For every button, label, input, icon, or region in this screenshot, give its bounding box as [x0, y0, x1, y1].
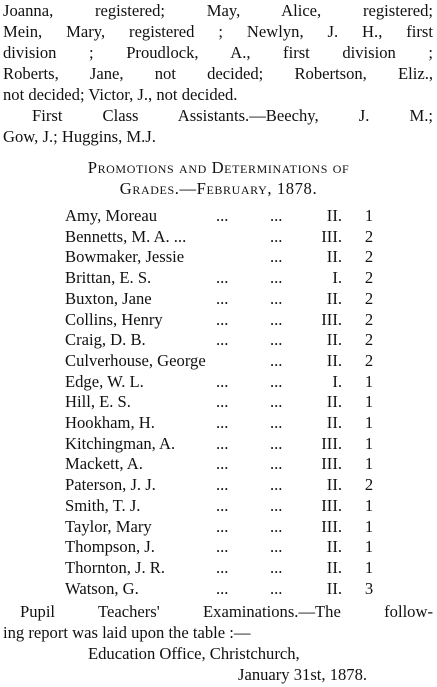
promotion-grade: II. — [326, 475, 342, 495]
promotion-number: 1 — [364, 413, 374, 432]
promotion-number: 2 — [364, 475, 374, 495]
promotion-grade: I. — [332, 371, 342, 391]
intro-line-3: division ; Proudlock, A., first division ; — [3, 43, 433, 62]
promotion-grade: III. — [321, 309, 342, 329]
promotion-row — [0, 268, 437, 288]
promotion-name: Paterson, J. J. — [65, 475, 156, 495]
promotion-row — [0, 330, 437, 350]
promotion-name: Mackett, A. — [65, 454, 143, 474]
promotion-row — [0, 310, 437, 330]
leader-dots: ... — [270, 226, 283, 246]
promotion-name: Thompson, J. — [65, 537, 155, 557]
promotion-name: Collins, Henry — [65, 309, 163, 329]
leader-dots: ... — [270, 433, 283, 453]
promotion-row — [0, 475, 437, 495]
leader-dots: ... — [216, 578, 229, 598]
leader-dots: ... — [270, 475, 283, 495]
promotion-name: Bowmaker, Jessie — [65, 247, 185, 267]
promotion-row — [0, 372, 437, 392]
promotion-row — [0, 289, 437, 309]
leader-dots: ... — [270, 557, 283, 577]
intro-line-2: Mein, Mary, registered ; Newlyn, J. H., first — [3, 22, 433, 41]
promotion-number: 2 — [364, 226, 374, 246]
promotion-row — [0, 454, 437, 474]
leader-dots: ... — [216, 413, 229, 432]
promotion-name: Smith, T. J. — [65, 495, 141, 515]
leader-dots: ... — [270, 454, 283, 474]
leader-dots: ... — [270, 413, 283, 432]
intro-line-1: Joanna, registered; May, Alice, registered; — [3, 1, 433, 20]
promotion-row — [0, 206, 437, 226]
leader-dots: ... — [216, 206, 229, 225]
intro-line-4: Roberts, Jane, not decided; Robertson, Eliz., — [3, 64, 433, 83]
leader-dots: ... — [216, 268, 229, 288]
promotion-number: 2 — [364, 288, 374, 308]
leader-dots: ... — [216, 288, 229, 308]
promotion-row — [0, 413, 437, 433]
leader-dots: ... — [216, 309, 229, 329]
promotion-grade: II. — [326, 350, 342, 370]
promotion-name: Culverhouse, George — [65, 350, 206, 370]
date-line: January 31st, 1878. — [238, 665, 368, 684]
leader-dots: ... — [270, 495, 283, 515]
promotion-row — [0, 558, 437, 578]
leader-dots: ... — [270, 268, 283, 288]
leader-dots: ... — [270, 371, 283, 391]
leader-dots: ... — [270, 516, 283, 536]
leader-dots: ... — [270, 537, 283, 557]
promotion-grade: II. — [326, 288, 342, 308]
promotion-name: Amy, Moreau — [65, 206, 158, 225]
promotion-row — [0, 537, 437, 557]
promotion-number: 2 — [364, 247, 374, 267]
promotion-number: 1 — [364, 516, 374, 536]
promotion-number: 1 — [364, 495, 374, 515]
promotion-number: 2 — [364, 330, 374, 350]
promotion-grade: III. — [321, 495, 342, 515]
closing-line-1: Pupil Teachers' Examinations.—The follow- — [20, 602, 433, 621]
office-line: Education Office, Christchurch, — [88, 644, 300, 663]
promotion-number: 1 — [364, 433, 374, 453]
promotion-number: 2 — [364, 309, 374, 329]
first-class-line-1: First Class Assistants.—Beechy, J. M.; — [32, 106, 433, 125]
promotion-grade: II. — [326, 206, 342, 225]
promotion-number: 1 — [364, 206, 374, 225]
leader-dots: ... — [270, 247, 283, 267]
leader-dots: ... — [216, 392, 229, 412]
leader-dots: ... — [270, 578, 283, 598]
promotion-row — [0, 579, 437, 599]
leader-dots: ... — [216, 371, 229, 391]
promotion-number: 3 — [364, 578, 374, 598]
promotion-name: Thornton, J. R. — [65, 557, 166, 577]
promotion-row — [0, 227, 437, 247]
promotion-number: 1 — [364, 557, 374, 577]
section-heading-line-2: Grades.—February, 1878. — [119, 179, 318, 198]
promotion-name: Taylor, Mary — [65, 516, 152, 536]
leader-dots: ... — [216, 495, 229, 515]
intro-line-5: not decided; Victor, J., not decided. — [3, 85, 238, 104]
promotion-row — [0, 392, 437, 412]
promotion-number: 1 — [364, 537, 374, 557]
promotion-grade: II. — [326, 247, 342, 267]
promotion-number: 1 — [364, 454, 374, 474]
promotion-row — [0, 496, 437, 516]
promotion-number: 2 — [364, 268, 374, 288]
promotion-grade: II. — [326, 537, 342, 557]
leader-dots: ... — [216, 557, 229, 577]
leader-dots: ... — [216, 433, 229, 453]
promotion-grade: III. — [321, 433, 342, 453]
promotion-grade: II. — [326, 557, 342, 577]
promotion-name: Buxton, Jane — [65, 288, 152, 308]
promotion-name: Watson, G. — [65, 578, 139, 598]
promotion-name: Brittan, E. S. — [65, 268, 152, 288]
promotion-grade: III. — [321, 454, 342, 474]
leader-dots: ... — [216, 516, 229, 536]
leader-dots: ... — [216, 475, 229, 495]
leader-dots: ... — [270, 350, 283, 370]
promotion-name: Kitchingman, A. — [65, 433, 176, 453]
promotion-grade: II. — [326, 330, 342, 350]
promotion-grade: II. — [326, 413, 342, 432]
promotion-grade: III. — [321, 516, 342, 536]
promotion-grade: III. — [321, 226, 342, 246]
section-heading-line-1: Promotions and Determinations of — [87, 158, 350, 177]
promotion-row — [0, 517, 437, 537]
leader-dots: ... — [270, 392, 283, 412]
leader-dots: ... — [270, 330, 283, 350]
promotion-number: 2 — [364, 350, 374, 370]
first-class-line-2: Gow, J.; Huggins, M.J. — [3, 127, 156, 146]
leader-dots: ... — [216, 330, 229, 350]
promotion-row — [0, 434, 437, 454]
promotion-number: 1 — [364, 371, 374, 391]
promotion-name: Hookham, H. — [65, 413, 155, 432]
promotion-row — [0, 351, 437, 371]
closing-line-2: ing report was laid upon the table :— — [3, 623, 251, 642]
leader-dots: ... — [216, 537, 229, 557]
promotion-grade: I. — [332, 268, 342, 288]
promotion-grade: II. — [326, 578, 342, 598]
promotion-name: Edge, W. L. — [65, 371, 144, 391]
leader-dots: ... — [270, 288, 283, 308]
leader-dots: ... — [216, 454, 229, 474]
promotion-name: Craig, D. B. — [65, 330, 146, 350]
leader-dots: ... — [270, 206, 283, 225]
promotion-row — [0, 247, 437, 267]
promotion-name: Bennetts, M. A. ... — [65, 226, 187, 246]
leader-dots: ... — [270, 309, 283, 329]
promotion-number: 1 — [364, 392, 374, 412]
promotion-grade: II. — [326, 392, 342, 412]
promotion-name: Hill, E. S. — [65, 392, 131, 412]
